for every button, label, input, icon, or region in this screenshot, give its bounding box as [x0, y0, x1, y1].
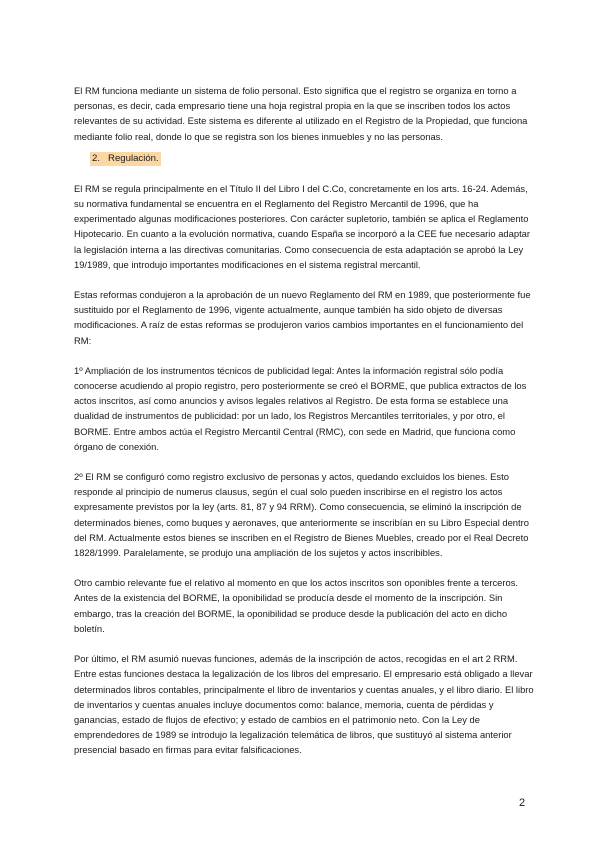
section-heading-highlight — [90, 152, 161, 166]
spacer — [74, 560, 536, 575]
spacer — [74, 636, 536, 651]
paragraph-nuevas-funciones: Por último, el RM asumió nuevas funciones, además de la inscripción de actos, recogidas en el art 2 RRM. Entre estas funciones destaca la legalización de los libros del empresario. El empresario está obligado a llevar determinados libros contables, principalmente el libro de inventarios y cuentas anuales, y el libro diario. El libro de inventarios y cuentas anuales incluye documentos como: balance, memoria, cuenta de pérdidas y ganancias, estado de flujos de efectivo; y estado de cambios en el patrimonio neto. Con la Ley de emprendedores de 1989 se introdujo la legalización telemática de libros, que sustituyó al sistema anterior presencial basado en firmas para evitar falsificaciones. — [74, 653, 534, 756]
page-content — [74, 83, 536, 758]
paragraph-ampliacion: 1º Ampliación de los instrumentos técnicos de publicidad legal: Antes la información registral sólo podía conocerse acudiendo al propio registro, pero posteriormente se creó el BORME, que publica extractos de los actos inscritos, así como anuncios y avisos legales relativos al Registro. De esta forma se establece una dualidad de instrumentos de publicidad: por un lado, los Registros Mercantiles territoriales, y por otro, el BORME. Entre ambos actúa el Registro Mercantil Central (RMC), con sede en Madrid, que funciona como órgano de conexión. — [74, 364, 527, 452]
paragraph-regulacion: El RM se regula principalmente en el Título II del Libro I del C.Co, concretamente en los arts. 16-24. Además, su normativa fundamental se encuentra en el Reglamento del Registro Mercantil de 1996, que ha experimentado algunas modificaciones posteriores. Con carácter supletorio, también se aplica el Reglamento Hipotecario. En cuanto a la evolución normativa, cuando España se incorporó a la CEE fue necesario adaptar la legislación interna a las directivas comunitarias. Como consecuencia de esta adaptación se aprobó la Ley 19/1989, que introdujo importantes modificaciones en el sistema registral mercantil. — [74, 182, 531, 270]
spacer — [74, 454, 536, 469]
paragraph-reformas: Estas reformas condujeron a la aprobación de un nuevo Reglamento del RM en 1989, que posteriormente fue sustituido por el Reglamento de 1996, vigente actualmente, aunque también ha sido objeto de diversas modificaciones. A raíz de estas reformas se produjeron varios cambios importantes en el funcionamiento del RM: — [74, 289, 531, 346]
spacer — [74, 272, 536, 287]
section-title: Regulación. — [108, 152, 159, 164]
paragraph-oponibilidad: Otro cambio relevante fue el relativo al momento en que los actos inscritos son oponibles frente a terceros. Antes de la existencia del BORME, la oponibilidad se producía desde el momento de la inscripción. Sin embargo, tras la creación del BORME, la oponibilidad se produce desde la publicación del acto en dicho boletín. — [74, 577, 518, 634]
paragraph-registro-exclusivo: 2º El RM se configuró como registro exclusivo de personas y actos, quedando excluidos los bienes. Esto responde al principio de numerus clausus, según el cual solo pueden inscribirse en el registro los actos expresamente previstos por la ley (arts. 81, 87 y 94 RRM). Como consecuencia, se eliminó la inscripción de determinados bienes, como buques y aeronaves, que anteriormente se inscribían en su Libro Especial dentro del RM. Actualmente estos bienes se inscriben en el Registro de Bienes Muebles, creado por el Real Decreto 1828/1999. Paralelamente, se produjo una ampliación de los sujetos y actos inscribibles. — [74, 471, 529, 559]
spacer — [74, 348, 536, 363]
section-heading — [90, 148, 536, 166]
spacer — [74, 166, 536, 181]
paragraph-folio-personal: El RM funciona mediante un sistema de folio personal. Esto significa que el registro se organiza en torno a personas, es decir, cada empresario tiene una hoja registral propia en la que se inscriben todos los actos relevantes de su actividad. Este sistema es diferente al utilizado en el Registro de la Propiedad, que funciona mediante folio real, donde lo que se registra son los bienes inmuebles y no las personas. — [74, 85, 528, 142]
page-number: 2 — [519, 797, 526, 809]
section-number: 2. — [92, 152, 101, 164]
